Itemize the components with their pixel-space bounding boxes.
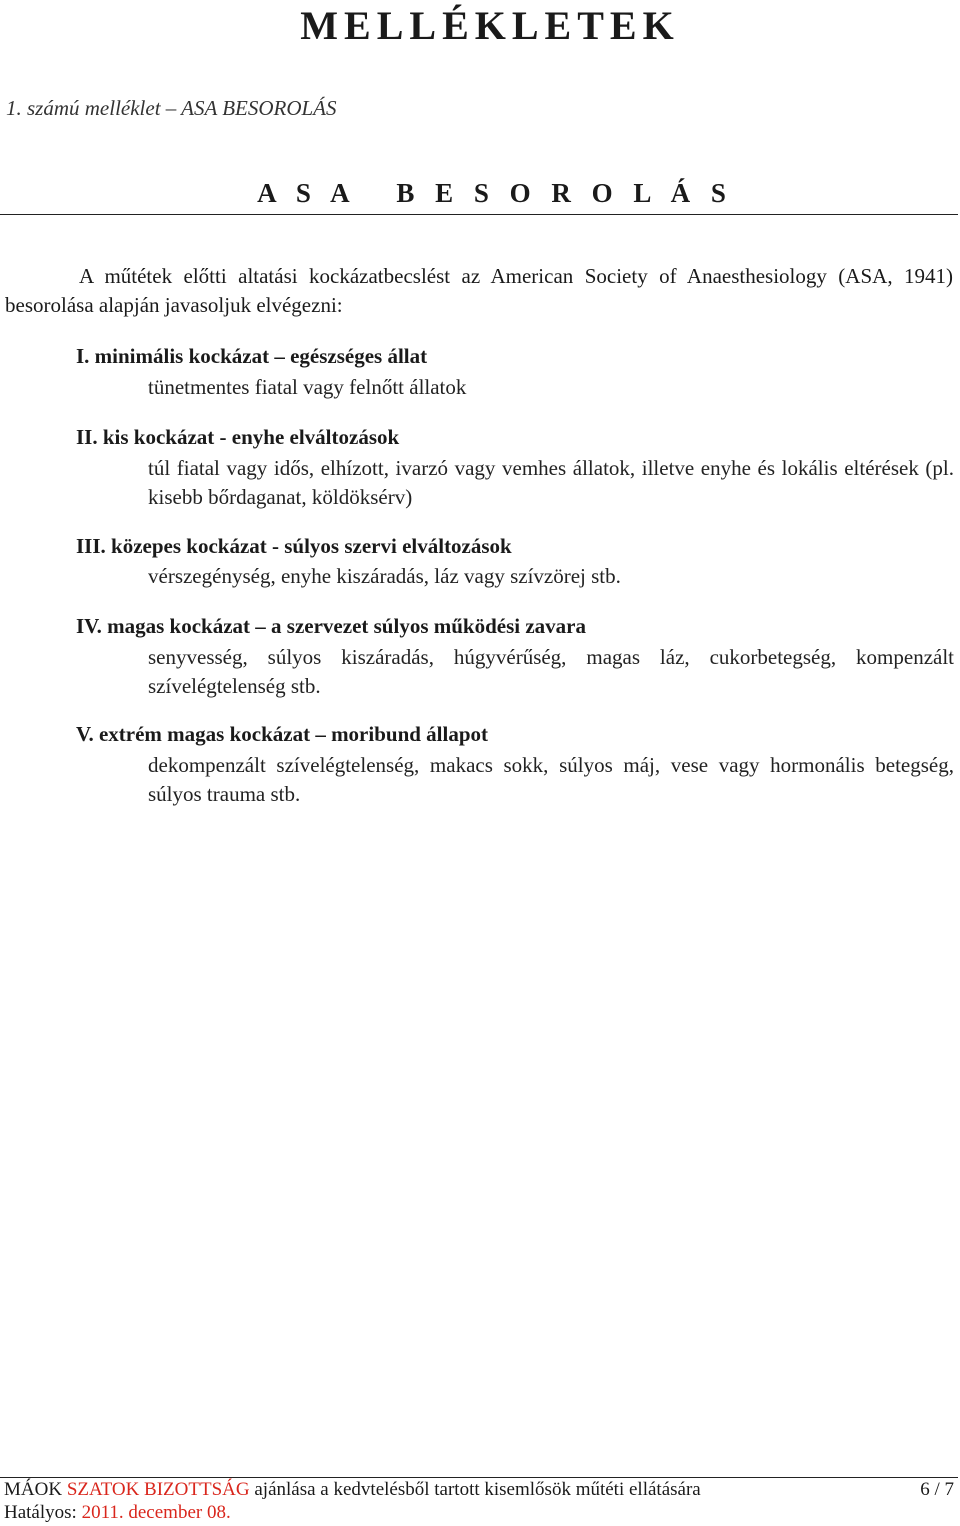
section-title: A S A B E S O R O L Á S [257, 178, 733, 208]
page-number: 6 / 7 [920, 1479, 954, 1500]
page-title: MELLÉKLETEK [300, 3, 680, 48]
footer-effective [4, 1502, 231, 1524]
footer-effective-date: 2011. december 08. [81, 1502, 231, 1523]
footer-divider [0, 1477, 958, 1478]
intro-paragraph: A műtétek előtti altatási kockázatbecslést az American Society of Anaesthesiology (ASA, 1941) besorolása alapján javasoljuk elvégezni: [5, 264, 953, 317]
footer-org-rest: ajánlása a kedvtelésből tartott kisemlősök műtéti ellátására [249, 1479, 701, 1500]
footer-effective-label: Hatályos: [4, 1502, 82, 1523]
footer-org-highlight: SZATOK BIZOTTSÁG [66, 1479, 250, 1500]
class-description-iv: senyvesség, súlyos kiszáradás, húgyvérűség, magas láz, cukorbetegség, kompenzált szívelégtelenség stb. [148, 645, 954, 698]
class-heading-ii: II. kis kockázat - enyhe elváltozások [76, 425, 400, 449]
class-description-i: tünetmentes fiatal vagy felnőtt állatok [148, 375, 467, 399]
footer-org-prefix: MÁOK [4, 1479, 67, 1500]
class-description-v: dekompenzált szívelégtelenség, makacs sokk, súlyos máj, vese vagy hormonális betegség, súlyos trauma stb. [148, 753, 954, 806]
class-heading-i: I. minimális kockázat – egészséges állat [76, 344, 428, 368]
footer-organization [4, 1479, 701, 1501]
class-heading-iv: IV. magas kockázat – a szervezet súlyos működési zavara [76, 614, 586, 638]
title-underline [0, 214, 958, 215]
class-heading-iii: III. közepes kockázat - súlyos szervi elváltozások [76, 534, 512, 558]
class-heading-v: V. extrém magas kockázat – moribund állapot [76, 722, 489, 746]
annex-label: 1. számú melléklet – ASA BESOROLÁS [6, 96, 337, 120]
class-description-iii: vérszegénység, enyhe kiszáradás, láz vagy szívzörej stb. [148, 564, 621, 588]
class-description-ii: túl fiatal vagy idős, elhízott, ivarzó vagy vemhes állatok, illetve enyhe és lokális eltérések (pl. kisebb bőrdaganat, köldöksérv) [148, 456, 954, 509]
